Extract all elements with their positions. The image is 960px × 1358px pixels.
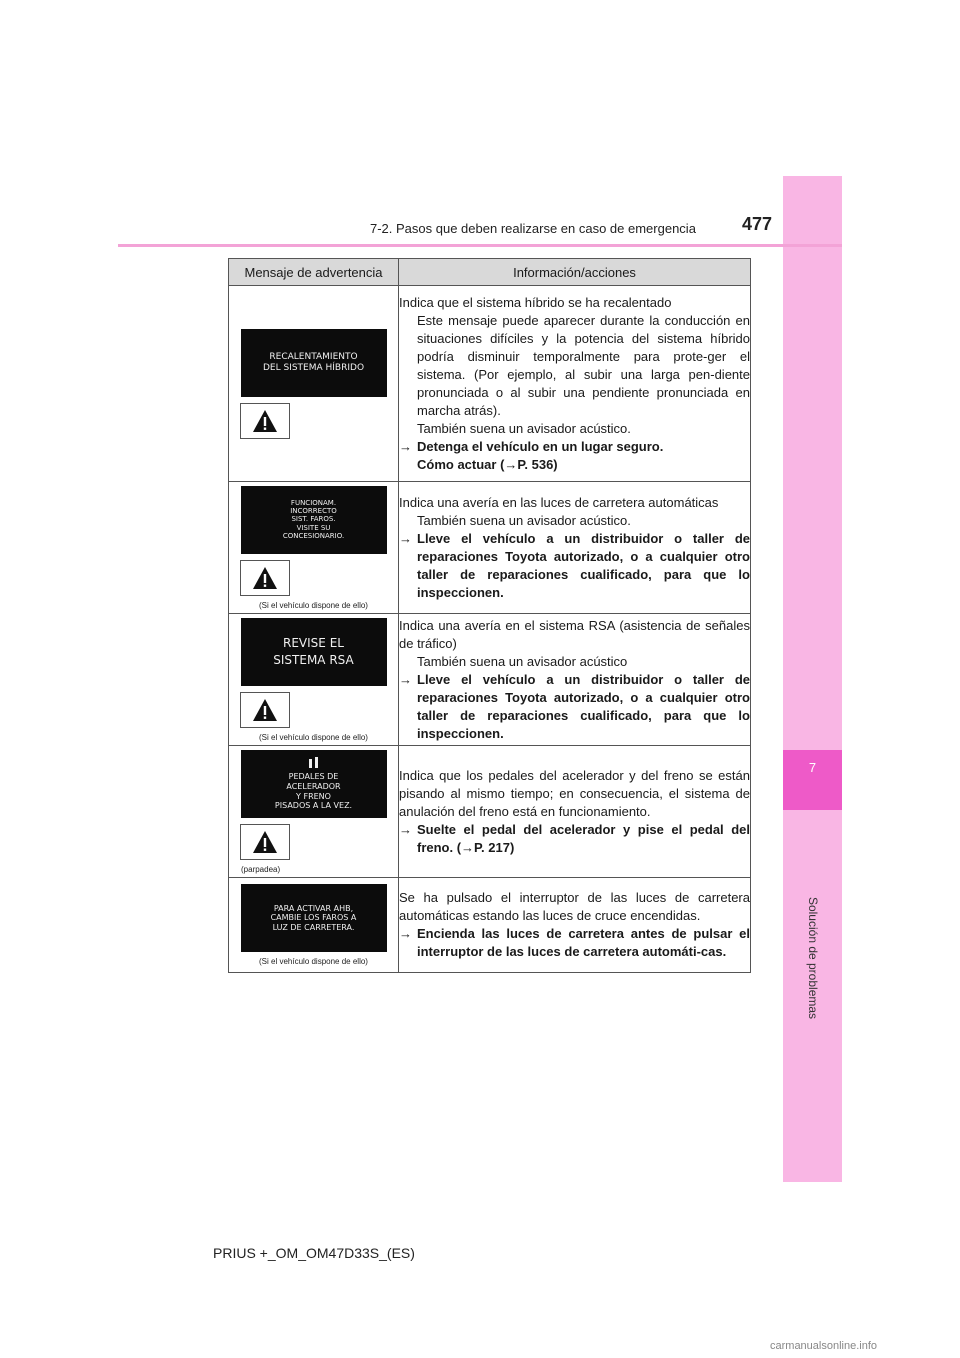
info-action — [399, 530, 750, 602]
screen-text-line: SIST. FAROS. — [291, 515, 336, 524]
arrow-right-icon: → — [399, 821, 412, 837]
message-cell — [229, 286, 399, 482]
screen-text-line: PEDALES DE — [288, 772, 339, 782]
info-sound: También suena un avisador acústico. — [417, 512, 631, 528]
info-title: Se ha pulsado el interruptor de las luces de carretera automáticas estando las luces de cruce encendidas. — [399, 890, 750, 923]
display-screen — [241, 884, 387, 952]
info-title: Indica una avería en las luces de carretera automáticas — [399, 494, 719, 510]
warning-message-table — [228, 258, 751, 973]
arrow-right-icon: → — [399, 438, 412, 454]
screen-text-line: LUZ DE CARRETERA. — [272, 922, 355, 932]
screen-text-line: DEL SISTEMA HÍBRIDO — [262, 362, 365, 373]
info-cell — [399, 614, 751, 746]
arrow-right-icon: → — [399, 530, 412, 546]
availability-note: (Si el vehículo dispone de ello) — [259, 732, 368, 742]
info-title: Indica una avería en el sistema RSA (asistencia de señales de tráfico) — [399, 617, 750, 651]
table-row — [229, 286, 751, 482]
display-screen — [241, 750, 387, 818]
availability-note: (Si el vehículo dispone de ello) — [259, 600, 368, 610]
chapter-label: Solución de problemas — [806, 896, 820, 1020]
warning-triangle-icon — [240, 560, 290, 596]
warning-triangle-icon — [240, 403, 290, 439]
warning-triangle-icon — [240, 692, 290, 728]
section-title: 7-2. Pasos que deben realizarse en caso de emergencia — [370, 221, 696, 236]
table-row — [229, 482, 751, 614]
info-title: Indica que el sistema híbrido se ha recalentado — [399, 294, 672, 310]
info-action-text: Encienda las luces de carretera antes de pulsar el interruptor de las luces de carretera automáti-cas. — [417, 926, 750, 959]
info-action-reference: Cómo actuar (→P. 536) — [417, 456, 558, 472]
screen-text-line: Y FRENO — [296, 791, 331, 801]
table-header-row — [229, 259, 751, 286]
chapter-number: 7 — [808, 760, 817, 775]
info-action-text: Detenga el vehículo en un lugar seguro. — [417, 438, 664, 454]
screen-text-line: RECALENTAMIENTO — [269, 351, 358, 362]
pedal-foot-icon — [307, 756, 321, 770]
info-sound: También suena un avisador acústico. — [417, 420, 631, 436]
message-cell — [229, 746, 399, 878]
availability-note: (Si el vehículo dispone de ello) — [259, 957, 368, 966]
info-action-text: Suelte el pedal del acelerador y pise el pedal del freno. (→P. 217) — [417, 821, 750, 855]
display-screen — [241, 329, 387, 397]
info-action — [399, 671, 750, 743]
column-header-info: Información/acciones — [399, 259, 751, 286]
table-row — [229, 878, 751, 973]
watermark: carmanualsonline.info — [770, 1340, 878, 1352]
screen-text-line: FUNCIONAM. — [290, 498, 337, 507]
side-chapter-tab-active — [783, 750, 842, 810]
info-cell — [399, 746, 751, 878]
info-action-text: Lleve el vehículo a un distribuidor o taller de reparaciones Toyota autorizado, o a cualquier otro taller de reparaciones cualificado, para que lo inspeccionen. — [417, 671, 750, 741]
blinking-note: (parpadea) — [241, 864, 281, 874]
info-sound: También suena un avisador acústico — [417, 653, 628, 669]
message-cell — [229, 878, 399, 973]
screen-text-line: ACELERADOR — [286, 781, 341, 791]
info-cell — [399, 482, 751, 614]
message-cell — [229, 614, 399, 746]
table-row — [229, 614, 751, 746]
display-screen — [241, 486, 387, 554]
info-title: Indica que los pedales del acelerador y del freno se están pisando al mismo tiempo; en consecuencia, el sistema de anulación del freno está en funcionamiento. — [399, 767, 750, 819]
info-cell — [399, 878, 751, 973]
screen-text-line: CAMBIE LOS FAROS A — [270, 913, 357, 923]
arrow-right-icon: → — [399, 926, 412, 941]
table-row — [229, 746, 751, 878]
header-rule — [118, 244, 842, 247]
footer-model-code: PRIUS +_OM_OM47D33S_(ES) — [213, 1245, 415, 1261]
info-action — [399, 821, 750, 857]
screen-text-line: PARA ACTIVAR AHB, — [273, 903, 354, 913]
screen-text-line: VISITE SU — [296, 523, 331, 532]
info-cell — [399, 286, 751, 482]
info-action — [399, 925, 750, 961]
page-number: 477 — [742, 214, 773, 234]
display-screen — [241, 618, 387, 686]
info-action — [399, 438, 750, 456]
screen-text-line: INCORRECTO — [290, 506, 337, 515]
screen-text-line: SISTEMA RSA — [273, 652, 354, 667]
screen-text-line: PISADOS A LA VEZ. — [274, 801, 353, 811]
info-description: Este mensaje puede aparecer durante la conducción en situaciones difíciles y la potencia del sistema híbrido podría disminuir temporalmente para prote-ger el sistema. (Por ejemplo, al subir una larga pen-diente pronunciada o al subir una pendiente pronunciada en marcha atrás). — [417, 312, 750, 418]
screen-text-line: CONCESIONARIO. — [282, 532, 345, 541]
arrow-right-icon: → — [399, 671, 412, 687]
screen-text-line: REVISE EL — [283, 636, 344, 651]
column-header-message: Mensaje de advertencia — [229, 259, 399, 286]
side-chapter-tab — [783, 176, 842, 1182]
message-cell — [229, 482, 399, 614]
info-action-text: Lleve el vehículo a un distribuidor o taller de reparaciones Toyota autorizado, o a cualquier otro taller de reparaciones cualificado, para que lo inspeccionen. — [417, 530, 750, 600]
warning-triangle-icon — [240, 824, 290, 860]
